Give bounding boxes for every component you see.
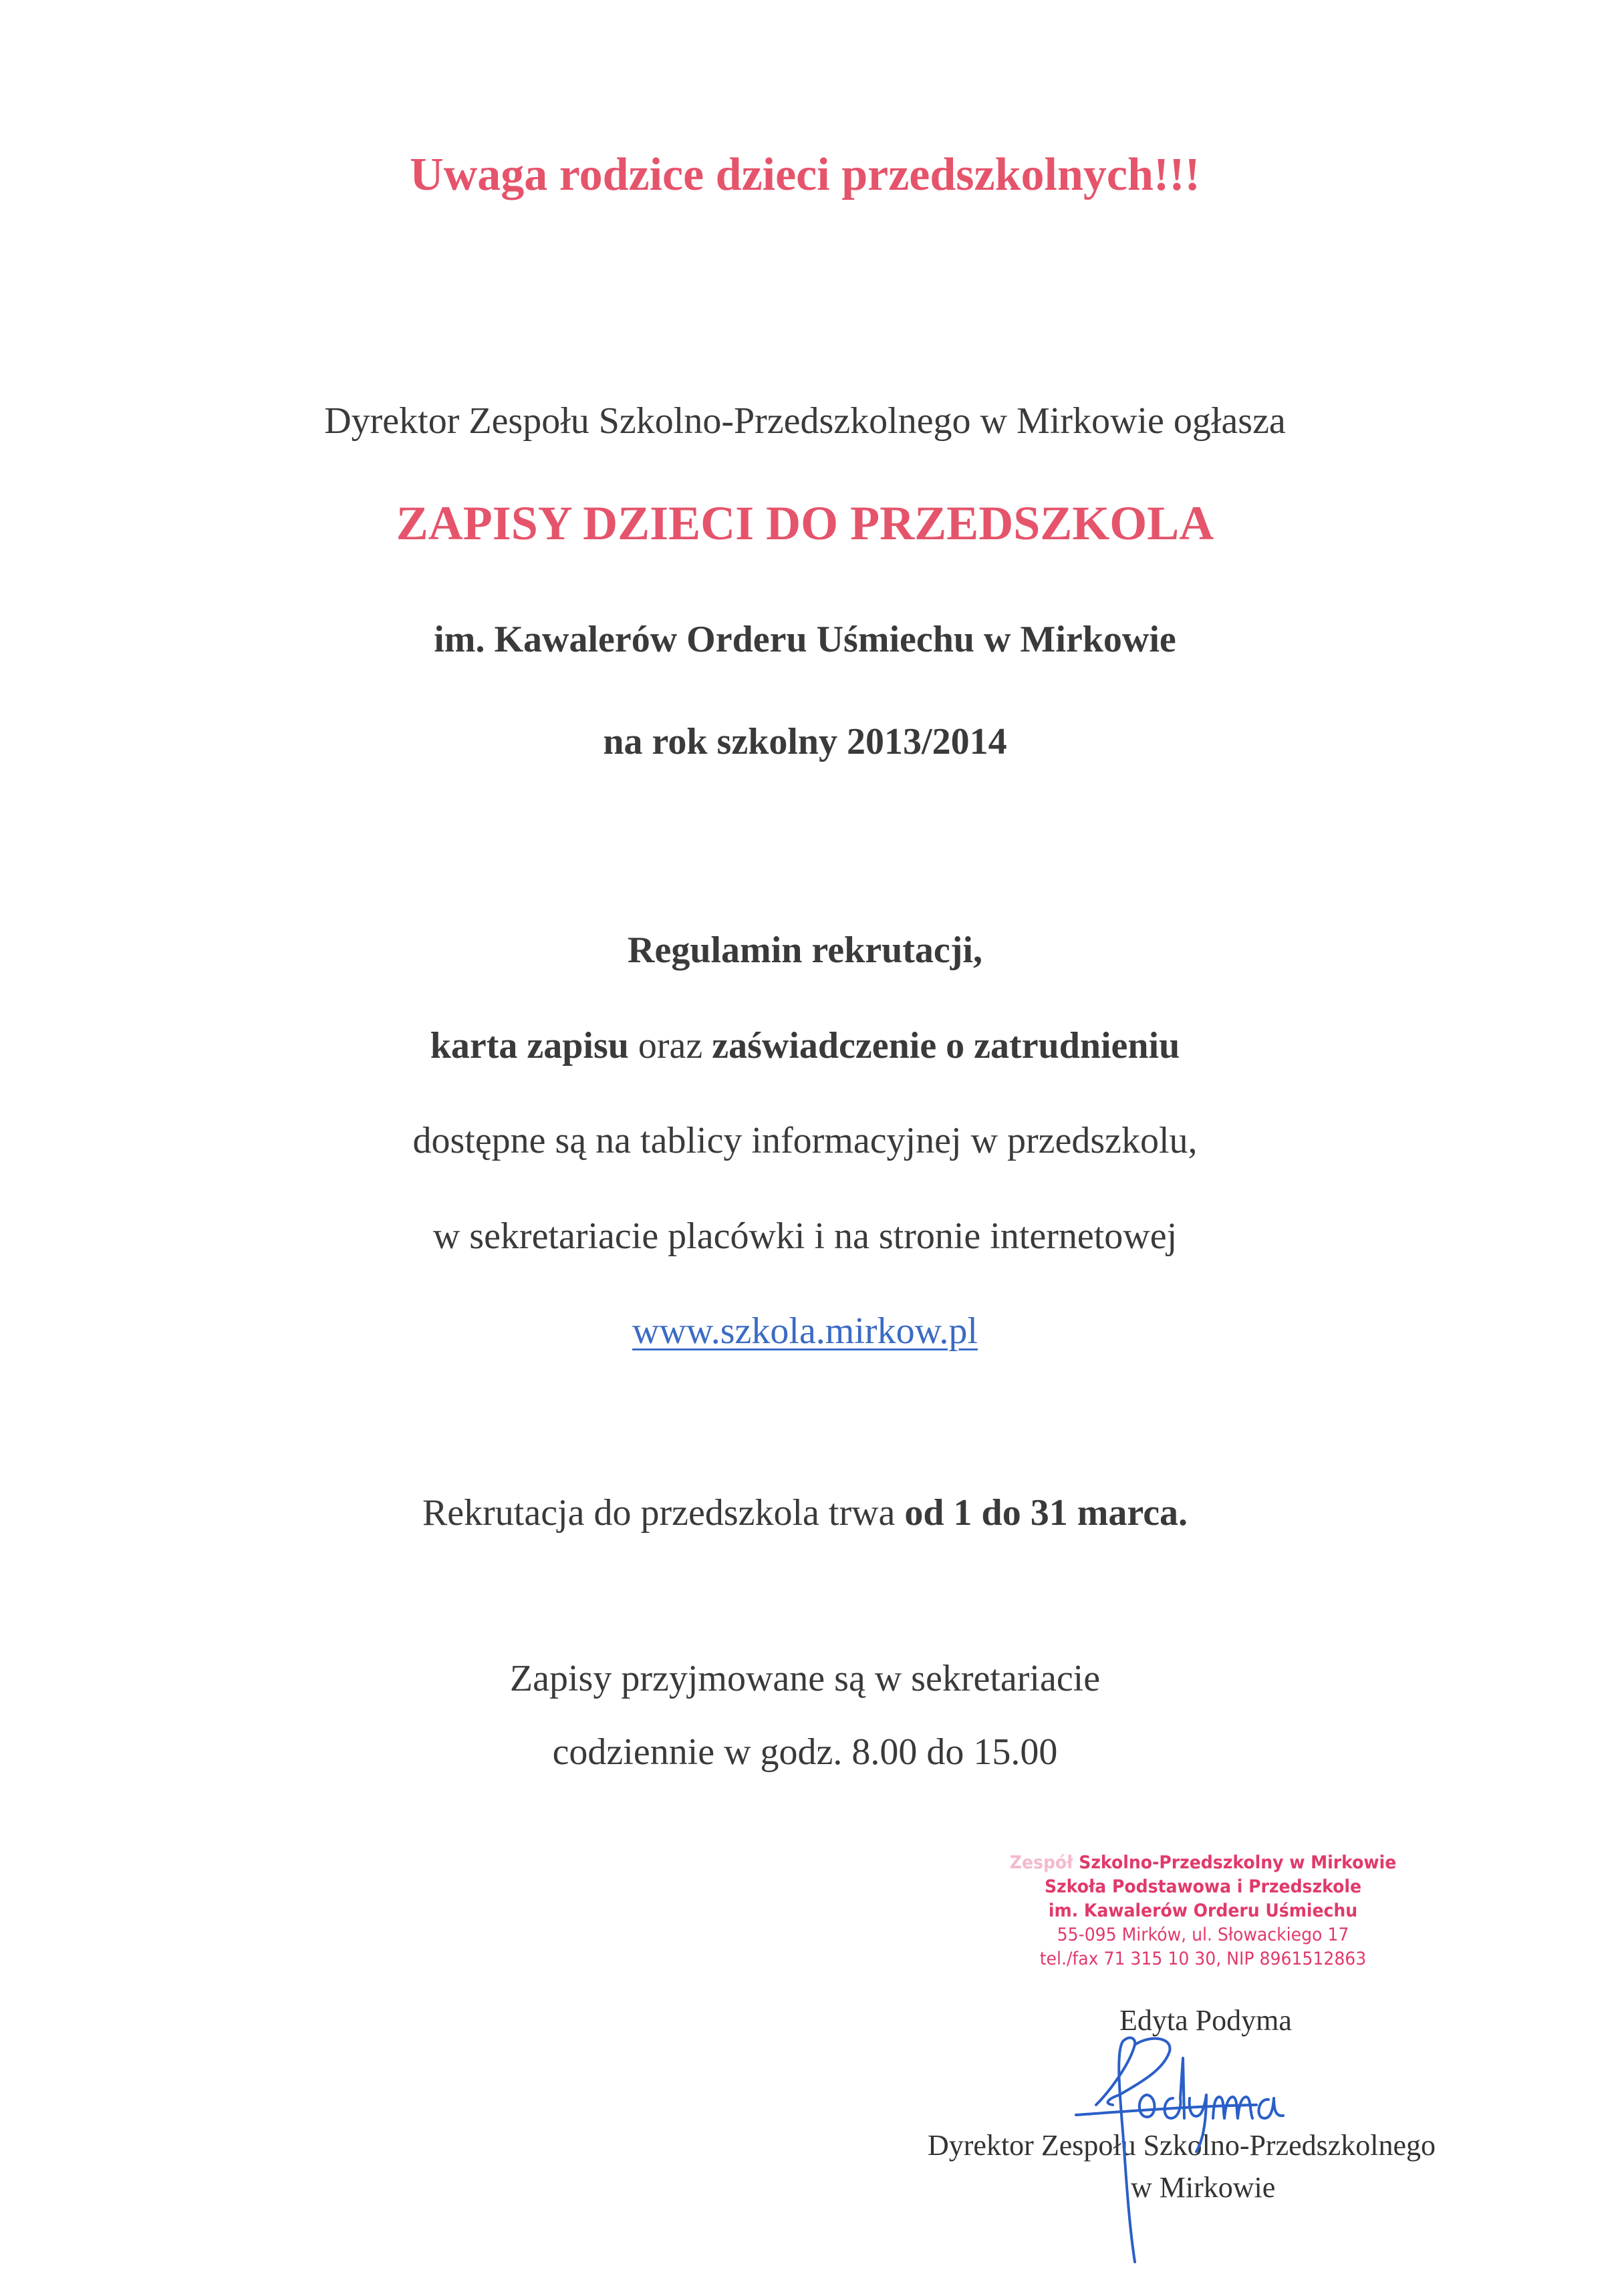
forms-conjunction: oraz: [628, 1025, 712, 1066]
website-line: [0, 1310, 1610, 1352]
forms-line: [0, 1024, 1610, 1067]
stamp-line-2: Szkoła Podstawowa i Przedszkole: [1044, 1876, 1362, 1897]
subtitle-school: im. Kawalerów Orderu Uśmiechu w Mirkowie: [434, 619, 1176, 660]
stamp-line-3: im. Kawalerów Orderu Uśmiechu: [1048, 1900, 1358, 1921]
stamp-line-4: 55-095 Mirków, ul. Słowackiego 17: [1057, 1924, 1349, 1945]
handwritten-signature: [1056, 1998, 1337, 2279]
website-link[interactable]: www.szkola.mirkow.pl: [632, 1310, 978, 1352]
headline: Uwaga rodzice dzieci przedszkolnych!!!: [410, 149, 1200, 200]
recruitment-prefix: Rekrutacja do przedszkola trwa: [422, 1492, 905, 1534]
forms-part1: karta zapisu: [430, 1025, 629, 1066]
hours-line-2: codziennie w godz. 8.00 do 15.00: [552, 1731, 1058, 1773]
signatory-role-line-1: Dyrektor Zespołu Szkolno-Przedszkolnego: [928, 2129, 1436, 2162]
hours-line-1: Zapisy przyjmowane są w sekretariacie: [509, 1658, 1101, 1699]
school-stamp: [992, 1851, 1414, 1971]
regulations-line: Regulamin rekrutacji,: [628, 929, 982, 971]
location-line: w sekretariacie placówki i na stronie internetowej: [432, 1215, 1178, 1257]
subtitle-year: na rok szkolny 2013/2014: [603, 721, 1007, 762]
stamp-line-1: [992, 1851, 1414, 1875]
intro-line: Dyrektor Zespołu Szkolno-Przedszkolnego w Mirkowie ogłasza: [324, 400, 1286, 442]
stamp-line-5: tel./fax 71 315 10 30, NIP 8961512863: [1039, 1949, 1367, 1969]
stamp-line-1-faded: Zespół: [1009, 1852, 1079, 1873]
stamp-line-1-text: Szkolno-Przedszkolny w Mirkowie: [1079, 1852, 1397, 1873]
availability-line: dostępne są na tablicy informacyjnej w przedszkolu,: [412, 1120, 1198, 1161]
signatory-role-line-2: w Mirkowie: [1131, 2171, 1276, 2204]
main-title: ZAPISY DZIECI DO PRZEDSZKOLA: [396, 496, 1214, 550]
recruitment-dates: od 1 do 31 marca.: [904, 1492, 1188, 1534]
forms-part2: zaświadczenie o zatrudnieniu: [712, 1025, 1180, 1066]
signatory-name: Edyta Podyma: [1119, 2004, 1292, 2037]
recruitment-line: [0, 1491, 1610, 1534]
